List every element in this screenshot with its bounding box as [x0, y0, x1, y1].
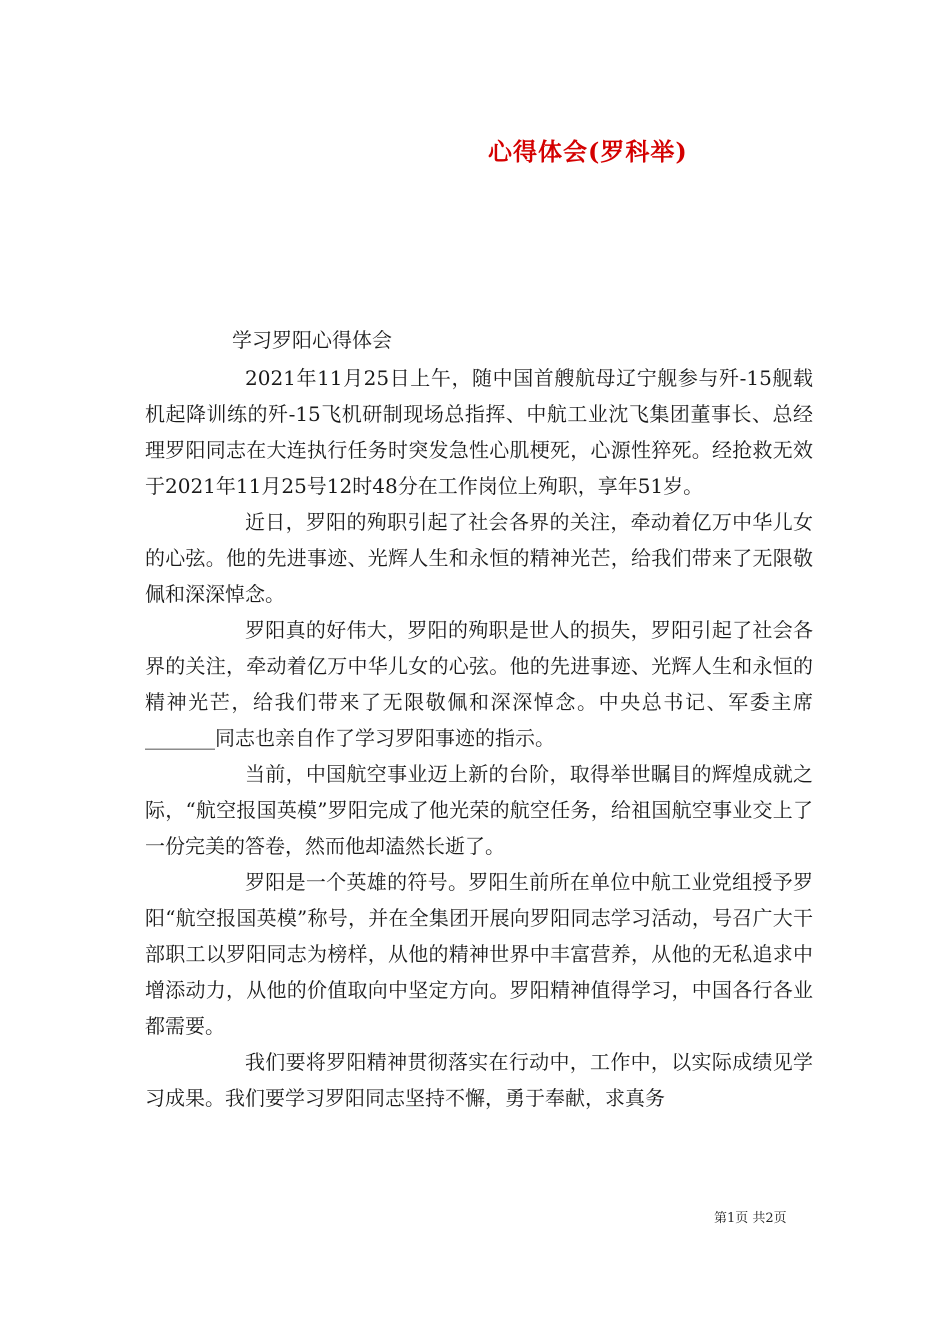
- paragraph: 我们要将罗阳精神贯彻落实在行动中，工作中，以实际成绩见学习成果。我们要学习罗阳同志坚持不懈，勇于奉献，求真务: [145, 1050, 813, 1110]
- page-number-footer: 第1页 共2页: [714, 1211, 787, 1226]
- document-body: [145, 360, 813, 1116]
- paragraph: 罗阳是一个英雄的符号。罗阳生前所在单位中航工业党组授予罗阳“航空报国英模”称号，并在全集团开展向罗阳同志学习活动，号召广大干部职工以罗阳同志为榜样，从他的精神世界中丰富营养，从他的无私追求中增添动力，从他的价值取向中坚定方向。罗阳精神值得学习，中国各行各业都需要。: [145, 870, 813, 1038]
- document-title: 心得体会(罗科举): [488, 137, 688, 166]
- paragraph: 当前，中国航空事业迈上新的台阶，取得举世瞩目的辉煌成就之际，“航空报国英模”罗阳完成了他光荣的航空任务，给祖国航空事业交上了一份完美的答卷，然而他却溘然长逝了。: [145, 762, 813, 858]
- paragraph: 罗阳真的好伟大，罗阳的殉职是世人的损失，罗阳引起了社会各界的关注，牵动着亿万中华儿女的心弦。他的先进事迹、光辉人生和永恒的精神光芒，给我们带来了无限敬佩和深深悼念。中央总书记、军委主席_______同志也亲自作了学习罗阳事迹的指示。: [145, 618, 813, 750]
- document-subtitle: 学习罗阳心得体会: [232, 328, 392, 352]
- paragraph: 近日，罗阳的殉职引起了社会各界的关注，牵动着亿万中华儿女的心弦。他的先进事迹、光辉人生和永恒的精神光芒，给我们带来了无限敬佩和深深悼念。: [145, 510, 813, 606]
- paragraph: 2021年11月25日上午，随中国首艘航母辽宁舰参与歼-15舰载机起降训练的歼-15飞机研制现场总指挥、中航工业沈飞集团董事长、总经理罗阳同志在大连执行任务时突发急性心肌梗死，心源性猝死。经抢救无效于2021年11月25号12时48分在工作岗位上殉职，享年51岁。: [145, 366, 813, 498]
